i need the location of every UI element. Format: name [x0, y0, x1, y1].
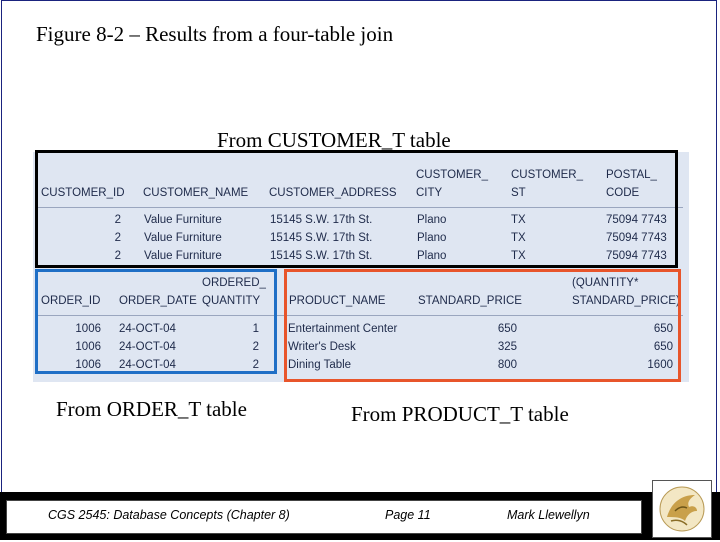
- header-customer-st-line2: ST: [511, 187, 526, 199]
- standard-price-cell: 325: [497, 341, 517, 353]
- product-name-cell: Writer's Desk: [288, 341, 356, 353]
- extended-price-cell: 650: [653, 341, 673, 353]
- customer-postal-cell: 75094 7743: [606, 250, 667, 262]
- caption-product-table: From PRODUCT_T table: [351, 402, 569, 426]
- slide-title: Figure 8-2 – Results from a four-table join: [36, 22, 394, 46]
- ordered-quantity-cell: 2: [252, 341, 259, 353]
- footer-author: Mark Llewellyn: [507, 508, 590, 522]
- extended-price-cell: 650: [653, 323, 673, 335]
- customer-st-cell: TX: [511, 214, 526, 226]
- header-customer-city-line1: CUSTOMER_: [416, 169, 488, 181]
- standard-price-cell: 800: [497, 359, 517, 371]
- customer-city-cell: Plano: [417, 250, 447, 262]
- customer-address-cell: 15145 S.W. 17th St.: [270, 250, 373, 262]
- order-id-cell: 1006: [75, 359, 101, 371]
- header-qty-price-line2: STANDARD_PRICE): [572, 295, 680, 307]
- customer-st-cell: TX: [511, 232, 526, 244]
- header-ordered-line1: ORDERED_: [202, 277, 266, 289]
- header-qty-price-line1: (QUANTITY*: [572, 277, 639, 289]
- customer-postal-cell: 75094 7743: [606, 214, 667, 226]
- ordered-quantity-cell: 1: [252, 323, 259, 335]
- customer-name-cell: Value Furniture: [144, 250, 222, 262]
- header-product-name: PRODUCT_NAME: [289, 295, 386, 307]
- product-name-cell: Dining Table: [288, 359, 352, 371]
- header-customer-name: CUSTOMER_NAME: [143, 187, 249, 199]
- order-columns-highlight: [35, 269, 277, 374]
- customer-columns-highlight: [35, 150, 678, 268]
- order-date-cell: 24-OCT-04: [119, 323, 176, 335]
- university-logo: [652, 480, 712, 538]
- header-customer-address: CUSTOMER_ADDRESS: [269, 187, 397, 199]
- header-customer-id: CUSTOMER_ID: [41, 187, 125, 199]
- header-standard-price: STANDARD_PRICE: [418, 295, 522, 307]
- extended-price-cell: 1600: [647, 359, 673, 371]
- header-customer-st-line1: CUSTOMER_: [511, 169, 583, 181]
- caption-order-table: From ORDER_T table: [56, 397, 247, 421]
- customer-postal-cell: 75094 7743: [606, 232, 667, 244]
- order-id-cell: 1006: [75, 323, 101, 335]
- customer-name-cell: Value Furniture: [144, 214, 222, 226]
- footer-course: CGS 2545: Database Concepts (Chapter 8): [48, 508, 290, 522]
- header-postal-line1: POSTAL_: [606, 169, 657, 181]
- pegasus-logo-icon: [653, 481, 711, 537]
- product-name-cell: Entertainment Center: [288, 323, 398, 335]
- customer-city-cell: Plano: [417, 232, 447, 244]
- customer-address-cell: 15145 S.W. 17th St.: [270, 232, 373, 244]
- ordered-quantity-cell: 2: [252, 359, 259, 371]
- customer-id-cell: 2: [114, 232, 121, 244]
- customer-name-cell: Value Furniture: [144, 232, 222, 244]
- customer-city-cell: Plano: [417, 214, 447, 226]
- order-date-cell: 24-OCT-04: [119, 359, 176, 371]
- header-order-id: ORDER_ID: [41, 295, 101, 307]
- header-order-date: ORDER_DATE: [119, 295, 197, 307]
- header-ordered-line2: QUANTITY: [202, 295, 261, 307]
- footer-page-number: Page 11: [385, 508, 431, 522]
- customer-address-cell: 15145 S.W. 17th St.: [270, 214, 373, 226]
- order-id-cell: 1006: [75, 341, 101, 353]
- order-date-cell: 24-OCT-04: [119, 341, 176, 353]
- product-columns-highlight: [284, 269, 681, 382]
- customer-id-cell: 2: [114, 250, 121, 262]
- customer-st-cell: TX: [511, 250, 526, 262]
- header-customer-city-line2: CITY: [416, 187, 443, 199]
- caption-customer-table: From CUSTOMER_T table: [217, 128, 451, 152]
- header-postal-line2: CODE: [606, 187, 640, 199]
- customer-id-cell: 2: [114, 214, 121, 226]
- standard-price-cell: 650: [497, 323, 517, 335]
